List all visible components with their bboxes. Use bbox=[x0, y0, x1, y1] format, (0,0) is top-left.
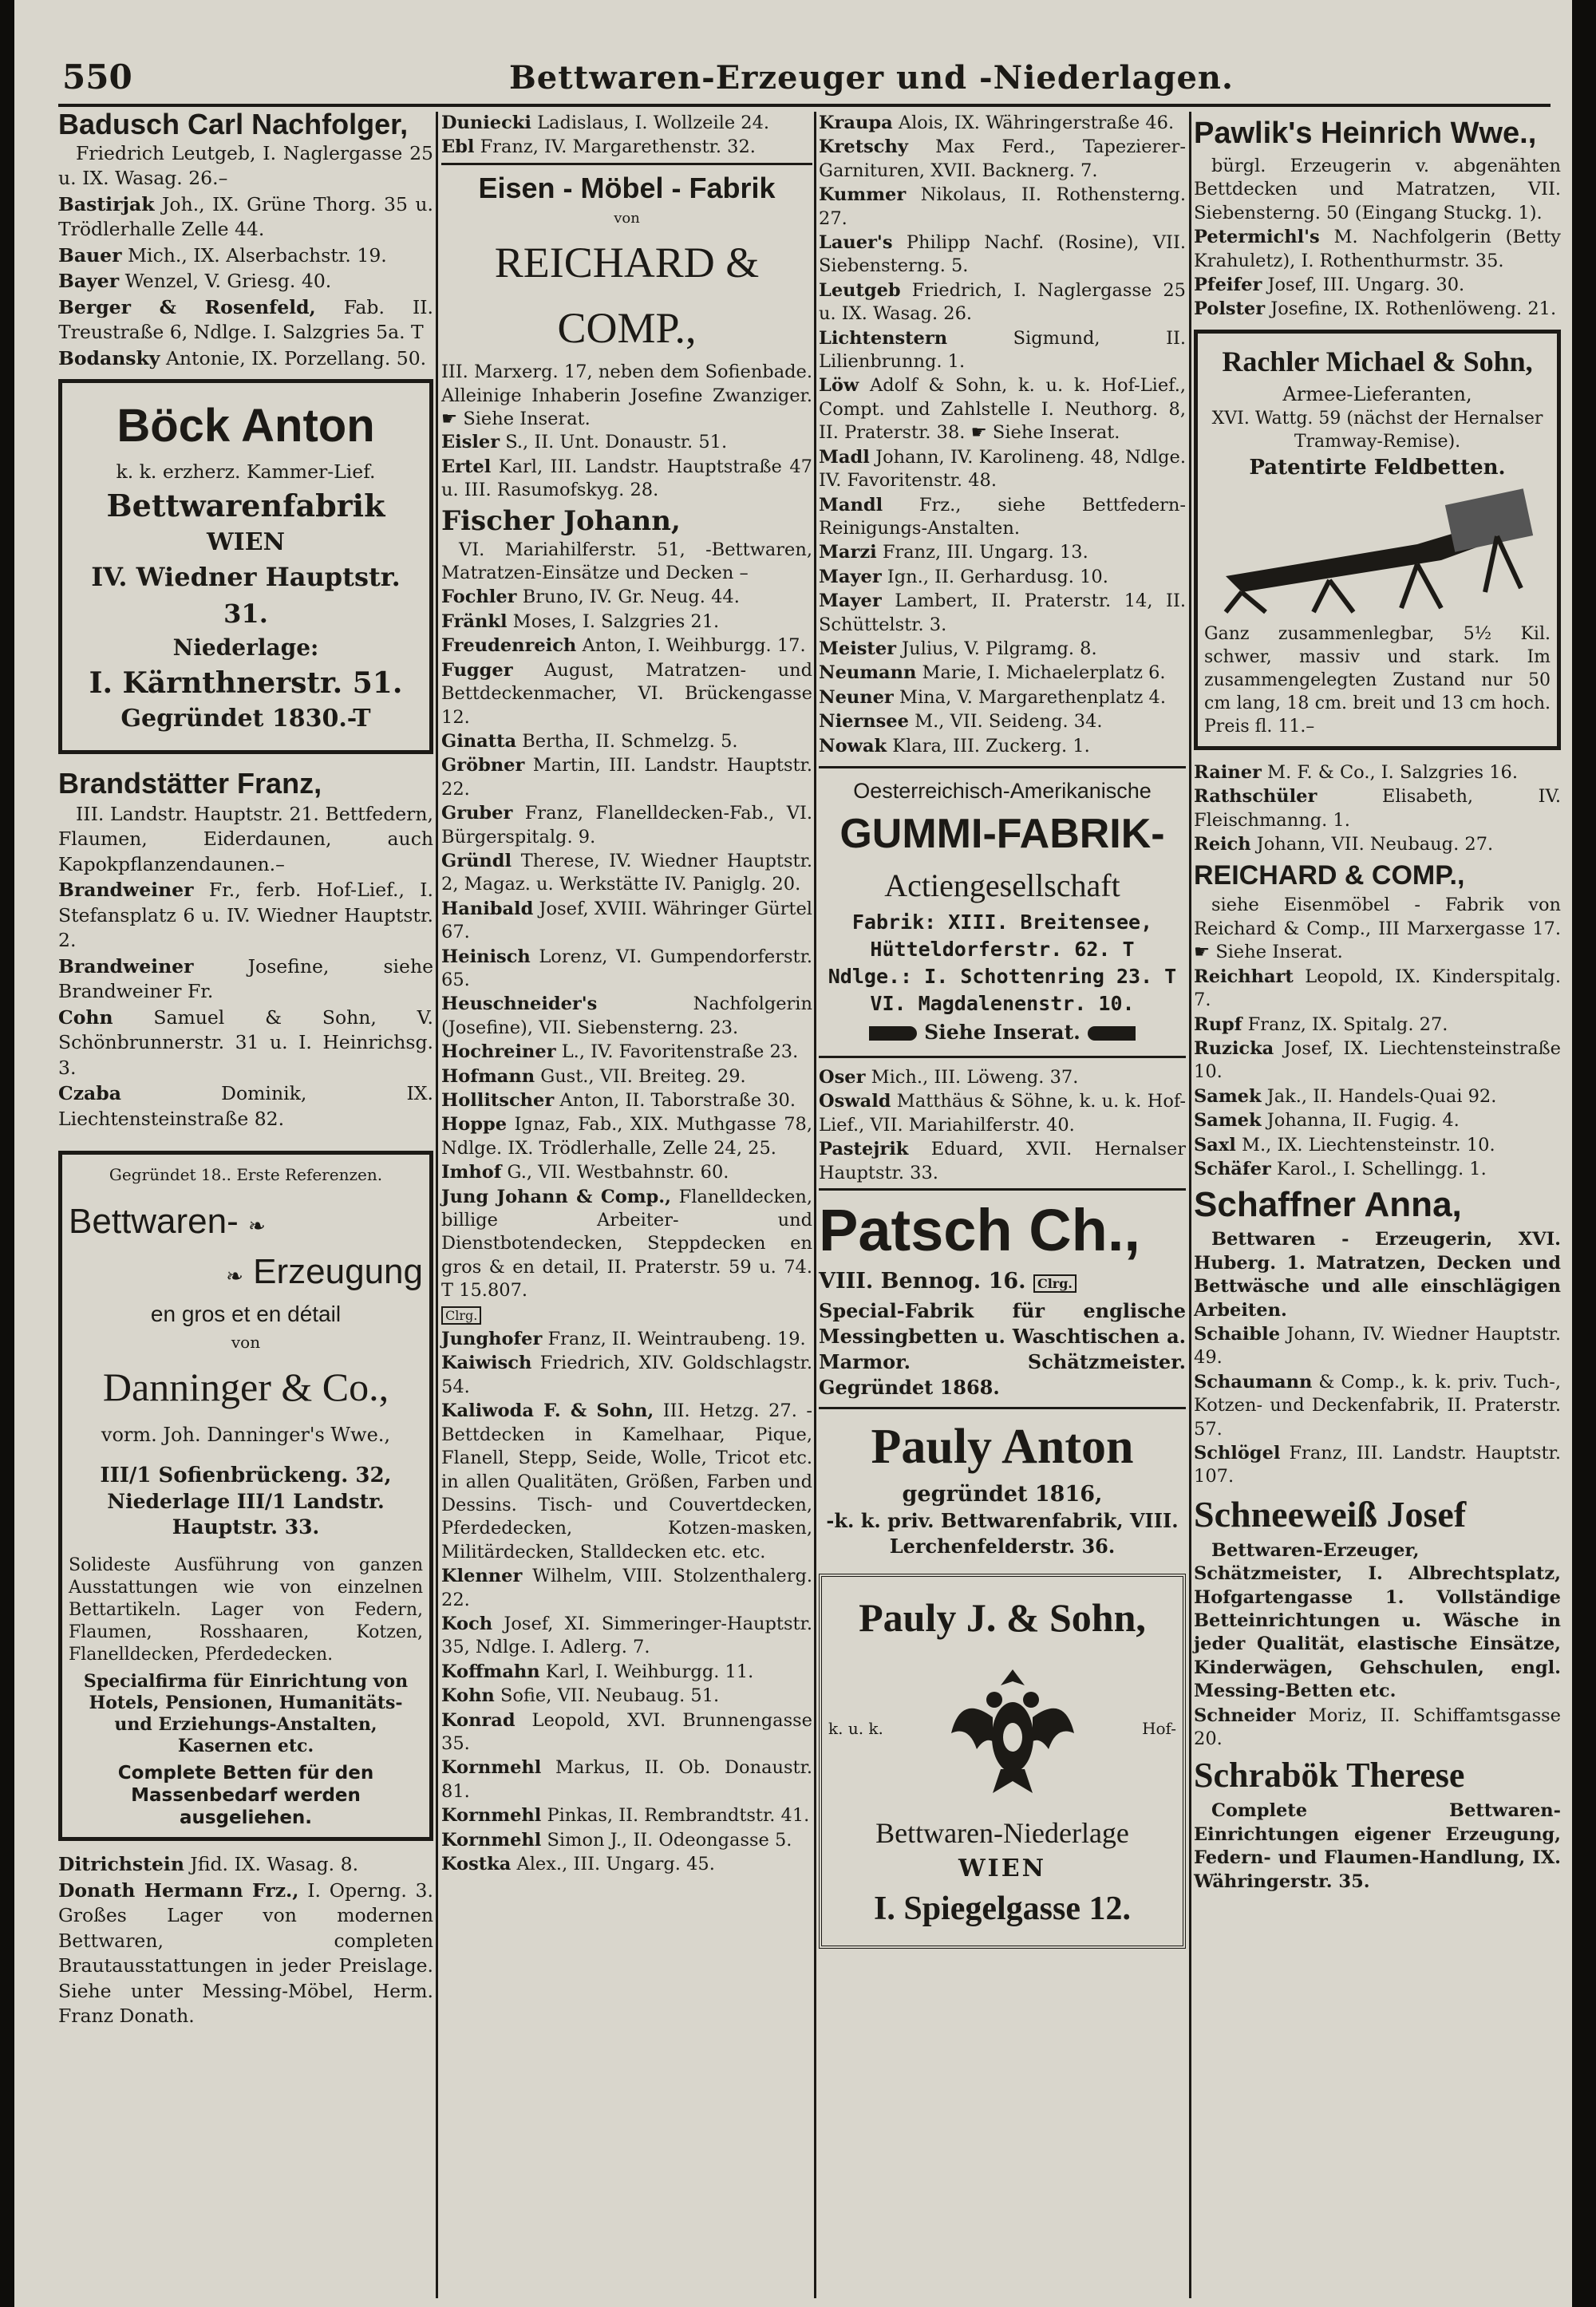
listing-entry: Hoppe Ignaz, Fab., XIX. Muthgasse 78, Ndlge. IX. Trödlerhalle, Zelle 24, 25. bbox=[441, 1114, 812, 1159]
listing-entry: Nowak Klara, III. Zuckerg. 1. bbox=[819, 735, 1090, 756]
listing-entry: Gruber Franz, Flanelldecken-Fab., VI. Bürgerspitalg. 9. bbox=[441, 803, 812, 847]
listing-entry: REICHARD & COMP., siehe Eisenmöbel - Fabrik von Reichard & Comp., III Marxergasse 17. ☛ Siehe Inserat. bbox=[1194, 860, 1561, 963]
listing-entry: Kohn Sofie, VII. Neubaug. 51. bbox=[441, 1685, 720, 1707]
listing-entry: Kummer Nikolaus, II. Rothensterng. 27. bbox=[819, 184, 1186, 229]
advert-rachler bbox=[1194, 330, 1561, 750]
listing-entry: Brandweiner Fr., ferb. Hof-Lief., I. Stefansplatz 6 u. IV. Wiedner Hauptstr. 2. bbox=[58, 879, 433, 951]
advert-line: III/1 Sofienbrückeng. 32, bbox=[100, 1464, 392, 1487]
listing-entry: Neuner Mina, V. Margarethenplatz 4. bbox=[819, 686, 1166, 708]
listing-entry: Hofmann Gust., VII. Breiteg. 29. bbox=[441, 1065, 746, 1087]
advert-line: XVI. Wattg. 59 (nächst der Hernalser Tramway-Remise). bbox=[1211, 408, 1543, 452]
advert-line: Gegründet 18.. Erste Referenzen. bbox=[109, 1165, 383, 1184]
listing-entry: Fugger August, Matratzen- und Bettdeckenmacher, VI. Brückengasse 12. bbox=[441, 659, 812, 728]
advert-heading: Pauly J. & Sohn, bbox=[859, 1595, 1146, 1640]
advert-line: Solideste Ausführung von ganzen Ausstattungen wie von einzelnen Bettartikeln. Lager von Federn, Flaumen, Rosshaaren, Kotzen, Flanelldecken, Pferdedecken. bbox=[69, 1555, 423, 1665]
listing-entry: Niernsee M., VII. Seideng. 34. bbox=[819, 711, 1103, 733]
listing-entry: Kornmehl Simon J., II. Odeongasse 5. bbox=[441, 1829, 792, 1851]
listing-entry: Pfeifer Josef, III. Ungarg. 30. bbox=[1194, 275, 1465, 296]
listing-entry: Schaible Johann, IV. Wiedner Hauptstr. 49. bbox=[1194, 1323, 1561, 1369]
advert-line: Niederlage III/1 Landstr. Hauptstr. 33. bbox=[107, 1490, 385, 1539]
advert-line: Ndlge.: I. Schottenring 23. T bbox=[828, 964, 1177, 988]
listing-entry: Reichhart Leopold, IX. Kinderspitalg. 7. bbox=[1194, 966, 1561, 1011]
advert-line: IV. Wiedner Hauptstr. 31. bbox=[91, 561, 401, 629]
advert-heading: Patsch Ch., bbox=[819, 1197, 1140, 1263]
advert-line: Ganz zusammenlegbar, 5½ Kil. schwer, massiv und stark. Im zusammengelegten Zustand nur 50 cm lang, 18 cm. breit und 13 cm hoch. Preis fl. 11.– bbox=[1204, 623, 1551, 737]
listing-entry: Fischer Johann, VI. Mariahilferstr. 51, -Bettwaren, Matratzen-Einsätze und Decken – bbox=[441, 504, 812, 584]
advert-heading: Danninger & Co., bbox=[102, 1365, 389, 1409]
column-3 bbox=[819, 112, 1186, 1960]
advert-line: ❧ Erzeugung bbox=[226, 1251, 423, 1291]
advert-line: I. Spiegelgasse 12. bbox=[873, 1890, 1131, 1927]
listing-entry: Rainer M. F. & Co., I. Salzgries 16. bbox=[1194, 761, 1519, 783]
advert-line: Fabrik: XIII. Breitensee, Hütteldorferstr. 62. T bbox=[851, 910, 1153, 961]
listing-entry: Eisler S., II. Unt. Donaustr. 51. bbox=[441, 432, 728, 453]
advert-line: WIEN bbox=[958, 1855, 1046, 1882]
listing-entry: Mayer Lambert, II. Praterstr. 14, II. Schüttelstr. 3. bbox=[819, 591, 1186, 635]
listing-entry: Klenner Wilhelm, VIII. Stolzenthalerg. 22. bbox=[441, 1566, 812, 1610]
advert-line: Specialfirma für Einrichtung von Hotels, Pensionen, Humanitäts- und Erziehungs-Anstalten, Kasernen etc. bbox=[83, 1671, 409, 1756]
advert-boeck-anton bbox=[58, 379, 433, 754]
listing-entry: Ginatta Bertha, II. Schmelzg. 5. bbox=[441, 730, 738, 752]
advert-line: en gros et en détail bbox=[150, 1301, 342, 1326]
listing-entry: Rathschüler Elisabeth, IV. Fleischmanng. 1. bbox=[1194, 786, 1561, 831]
advert-line: Bettwaren-Niederlage bbox=[875, 1817, 1129, 1849]
listing-entry: Mayer Ign., II. Gerhardusg. 10. bbox=[819, 566, 1108, 587]
listing-entry: Madl Johann, IV. Karolineng. 48, Ndlge. IV. Favoritenstr. 48. bbox=[819, 446, 1186, 492]
advert-line: Special-Fabrik für englische Messingbetten u. Waschtischen a. Marmor. Schätzmeister. Gegründet 1868. bbox=[819, 1299, 1186, 1399]
listing-entry: Heinisch Lorenz, VI. Gumpendorferstr. 65. bbox=[441, 946, 812, 990]
listing-entry: Reich Johann, VII. Neubaug. 27. bbox=[1194, 834, 1494, 855]
listing-entry: Neumann Marie, I. Michaelerplatz 6. bbox=[819, 662, 1166, 684]
advert-line: VI. Magdalenenstr. 10. bbox=[870, 991, 1135, 1015]
listing-entry: Schäfer Karol., I. Schellingg. 1. bbox=[1194, 1158, 1487, 1179]
page bbox=[14, 0, 1572, 2307]
advert-heading: GUMMI-FABRIK- bbox=[839, 810, 1165, 857]
listing-entry: Freudenreich Anton, I. Weihburgg. 17. bbox=[441, 635, 806, 657]
pointing-hand-icon bbox=[869, 1026, 917, 1041]
listing-entry: Kaiwisch Friedrich, XIV. Goldschlagstr. 54. bbox=[441, 1353, 812, 1397]
listing-entry: Fränkl Moses, I. Salzgries 21. bbox=[441, 610, 720, 632]
listing-entry: Pastejrik Eduard, XVII. Hernalser Hauptstr. 33. bbox=[819, 1139, 1186, 1183]
advert-line: Patentirte Feldbetten. bbox=[1249, 455, 1506, 480]
advert-line: Complete Betten für den Massenbedarf werden ausgeliehen. bbox=[117, 1763, 374, 1828]
advert-heading: Pauly Anton bbox=[871, 1420, 1134, 1474]
double-eagle-crest-icon bbox=[945, 1661, 1080, 1797]
listing-entry: Mandl Frz., siehe Bettfedern-Reinigungs-Anstalten. bbox=[819, 494, 1186, 539]
listing-entry: Schneeweiß Josef Bettwaren-Erzeuger, Schätzmeister, I. Albrechtsplatz, Hofgartengasse 1. Vollständige Betteinrichtungen u. Wäsche in jeder Qualität, elastische Einsätze, Kinderwägen, Gehschulen, engl. Messing-Betten etc. bbox=[1194, 1493, 1561, 1702]
listing-entry: Kornmehl Pinkas, II. Rembrandtstr. 41. bbox=[441, 1805, 810, 1827]
clearing-badge: Clrg. bbox=[1033, 1274, 1077, 1293]
listing-entry: Löw Adolf & Sohn, k. u. k. Hof-Lief., Compt. und Zahlstelle I. Neuthorg. 8, II. Praterstr. 38. ☛ Siehe Inserat. bbox=[819, 375, 1186, 444]
listing-entry: Brandstätter Franz, III. Landstr. Hauptstr. 21. Bettfedern, Flaumen, Eiderdaunen, auch Kapokpflanzendaunen.– bbox=[58, 766, 433, 875]
field-bed-illustration bbox=[1204, 488, 1551, 616]
advert-line: Oesterreichisch-Amerikanische bbox=[853, 778, 1152, 803]
advert-patsch bbox=[819, 1188, 1186, 1400]
advert-line: III. Marxerg. 17, neben dem Sofienbade. Alleinige Inhaberin Josefine Zwanziger. ☛ Siehe Inserat. bbox=[441, 361, 812, 430]
listing-entry: Gründl Therese, IV. Wiedner Hauptstr. 2, Magaz. u. Werkstätte IV. Paniglg. 20. bbox=[441, 850, 812, 895]
header-rule bbox=[58, 104, 1551, 107]
listing-entry: Brandweiner Josefine, siehe Brandweiner Fr. bbox=[58, 954, 433, 1002]
listing-entry: Ditrichstein Jfid. IX. Wasag. 8. bbox=[58, 1853, 359, 1875]
listing-entry: Polster Josefine, IX. Rothenlöweng. 21. bbox=[1194, 298, 1557, 320]
listing-entry: Kretschy Max Ferd., Tapezierer-Garnituren, XVII. Backnerg. 7. bbox=[819, 136, 1187, 181]
advert-crest-row bbox=[828, 1653, 1176, 1805]
advert-danninger bbox=[58, 1151, 433, 1841]
folding-bed-icon bbox=[1204, 488, 1551, 616]
listing-entry: Ebl Franz, IV. Margarethenstr. 32. bbox=[441, 136, 756, 158]
listing-entry: Rupf Franz, IX. Spitalg. 27. bbox=[1194, 1013, 1448, 1035]
advert-line: Gegründet 1830.-T bbox=[120, 704, 371, 733]
listing-entry: Samek Johanna, II. Fugig. 4. bbox=[1194, 1110, 1460, 1132]
page-title: Bettwaren-Erzeuger und -Niederlagen. bbox=[509, 59, 1234, 97]
advert-line: k. k. erzherz. Kammer-Lief. bbox=[116, 460, 376, 483]
listing-entry: Bastirjak Joh., IX. Grüne Thorg. 35 u. Trödlerhalle Zelle 44. bbox=[58, 192, 433, 240]
listing-entry: Jung Johann & Comp., Flanelldecken, billige Arbeiter- und Dienstbotendecken, Steppdecken en gros & en detail, II. Praterstr. 59 u. 74. T 15.807. Clrg. bbox=[441, 1186, 813, 1323]
listing-entry: Cohn Samuel & Sohn, V. Schönbrunnerstr. 31 u. I. Heinrichsg. 3. bbox=[58, 1005, 433, 1079]
listing-entry: Oser Mich., III. Löweng. 37. bbox=[819, 1066, 1079, 1088]
advert-line: von bbox=[614, 209, 640, 227]
listing-entry: Bauer Mich., IX. Alserbachstr. 19. bbox=[58, 243, 387, 267]
listing-entry: Koch Josef, XI. Simmeringer-Hauptstr. 35, Ndlge. I. Adlerg. 7. bbox=[441, 1613, 812, 1658]
listing-entry: Bayer Wenzel, V. Griesg. 40. bbox=[58, 270, 332, 292]
listing-entry: Heuschneider's Nachfolgerin (Josefine), VII. Siebensterng. 23. bbox=[441, 994, 812, 1038]
listing-entry: Leutgeb Friedrich, I. Naglergasse 25 u. IX. Wasag. 26. bbox=[819, 279, 1186, 325]
advert-line: Armee-Lieferanten, bbox=[1282, 382, 1472, 405]
listing-entry: Berger & Rosenfeld, Fab. II. Treustraße 6, Ndlge. I. Salzgries 5a. T bbox=[58, 295, 433, 343]
advert-line: Hof- bbox=[1142, 1719, 1176, 1739]
listing-entry: Ertel Karl, III. Landstr. Hauptstraße 47 u. III. Rasumofskyg. 28. bbox=[441, 456, 813, 501]
listing-entry: Donath Hermann Frz., I. Operng. 3. Großes Lager von modernen Bettwaren, completen Brautausstattungen in jeder Preislage. Siehe unter Messing-Möbel, Herm. Franz Donath. bbox=[58, 1878, 433, 2027]
advert-line: Actiengesellschaft bbox=[884, 867, 1120, 903]
column-1 bbox=[58, 108, 433, 2030]
listing-entry: Oswald Matthäus & Söhne, k. u. k. Hof-Lief., VII. Mariahilferstr. 40. bbox=[819, 1091, 1186, 1136]
column-4 bbox=[1194, 112, 1561, 1894]
listing-entry: Hollitscher Anton, II. Taborstraße 30. bbox=[441, 1090, 796, 1111]
listing-entry: Czaba Dominik, IX. Liechtensteinstraße 82. bbox=[58, 1082, 433, 1130]
listing-entry: Kostka Alex., III. Ungarg. 45. bbox=[441, 1854, 715, 1874]
advert-heading: Eisen - Möbel - Fabrik bbox=[478, 171, 776, 204]
advert-heading: Rachler Michael & Sohn, bbox=[1222, 345, 1533, 377]
advert-line: gegründet 1816, bbox=[902, 1482, 1103, 1507]
listing-entry: Kraupa Alois, IX. Währingerstraße 46. bbox=[819, 113, 1175, 133]
listing-entry: Koffmahn Karl, I. Weihburgg. 11. bbox=[441, 1661, 754, 1682]
advert-line: Niederlage: bbox=[172, 634, 319, 661]
listing-entry: Schneider Moriz, II. Schiffamtsgasse 20. bbox=[1194, 1705, 1561, 1750]
column-divider bbox=[814, 112, 816, 2298]
listing-entry: Konrad Leopold, XVI. Brunnengasse 35. bbox=[441, 1709, 812, 1754]
clearing-badge: Clrg. bbox=[441, 1306, 481, 1325]
listing-entry: Kaliwoda F. & Sohn, III. Hetzg. 27. -Bettdecken in Kamelhaar, Pique, Flanell, Stepp, Seide, Wolle, Tricot etc. in allen Qualitäten, Größen, Farben und Dessins. Tisch- und Couvertdecken, Pferdedecken, Kotzen-masken, Militärdecken, Stalldecken etc. etc. bbox=[441, 1400, 813, 1562]
column-divider bbox=[436, 112, 438, 2298]
advert-gummi-fabrik bbox=[819, 766, 1186, 1058]
pointing-hand-icon bbox=[1088, 1026, 1136, 1041]
listing-entry: Gröbner Martin, III. Landstr. Hauptstr. 22. bbox=[441, 755, 812, 800]
advert-pauly-sohn bbox=[819, 1574, 1186, 1949]
listing-entry: Pawlik's Heinrich Wwe., bürgl. Erzeugerin v. abgenähten Bettdecken und Matratzen, VII. Siebensterng. 50 (Eingang Stuckg. 1). bbox=[1194, 117, 1561, 223]
advert-line: k. u. k. bbox=[828, 1719, 883, 1739]
advert-heading: REICHARD & COMP., bbox=[494, 239, 760, 353]
listing-entry: Petermichl's M. Nachfolgerin (Betty Krahuletz), I. Rothenthurmstr. 35. bbox=[1194, 227, 1561, 271]
advert-reichard bbox=[441, 163, 812, 432]
listing-entry: Schlögel Franz, III. Landstr. Hauptstr. 107. bbox=[1194, 1443, 1561, 1487]
listing-entry: Schaffner Anna, Bettwaren - Erzeugerin, XVI. Huberg. 1. Matratzen, Decken und Bettwäsche und alle einschlägigen Arbeiten. bbox=[1194, 1185, 1561, 1321]
listing-entry: Fochler Bruno, IV. Gr. Neug. 44. bbox=[441, 587, 740, 608]
advert-line: vorm. Joh. Danninger's Wwe., bbox=[101, 1424, 391, 1446]
listing-entry: Imhof G., VII. Westbahnstr. 60. bbox=[441, 1162, 729, 1183]
advert-line: von bbox=[231, 1332, 261, 1352]
listing-entry: Marzi Franz, III. Ungarg. 13. bbox=[819, 542, 1088, 563]
advert-heading: Böck Anton bbox=[117, 400, 375, 452]
listing-entry: Bodansky Antonie, IX. Porzellang. 50. bbox=[58, 346, 427, 369]
listing-entry: Lichtenstern Sigmund, II. Lilienbrunng. 1. bbox=[819, 327, 1186, 373]
column-divider bbox=[1189, 112, 1191, 2298]
advert-line: Bettwarenfabrik bbox=[106, 487, 385, 523]
listing-entry: Schaumann & Comp., k. k. priv. Tuch-, Kotzen- und Deckenfabrik, II. Praterstr. 57. bbox=[1194, 1371, 1561, 1440]
advert-line: VIII. Bennog. 16. Clrg. bbox=[819, 1267, 1186, 1298]
listing-entry: Lauer's Philipp Nachf. (Rosine), VII. Siebensterng. 5. bbox=[819, 232, 1186, 277]
listing-entry: Junghofer Franz, II. Weintraubeng. 19. bbox=[441, 1329, 806, 1350]
advert-line: -k. k. priv. Bettwarenfabrik, VIII. Lerchenfelderstr. 36. bbox=[826, 1509, 1179, 1558]
advert-pauly-anton bbox=[819, 1407, 1186, 1559]
page-number: 550 bbox=[62, 57, 132, 97]
listing-entry: Badusch Carl Nachfolger, Friedrich Leutgeb, I. Naglergasse 25 u. IX. Wasag. 26.– bbox=[58, 108, 433, 189]
listing-entry: Saxl M., IX. Liechtensteinstr. 10. bbox=[1194, 1134, 1495, 1155]
listing-entry: Samek Jak., II. Handels-Quai 92. bbox=[1194, 1085, 1497, 1107]
listing-entry: Meister Julius, V. Pilgramg. 8. bbox=[819, 638, 1097, 659]
listing-entry: Duniecki Ladislaus, I. Wollzeile 24. bbox=[441, 113, 770, 133]
column-2 bbox=[441, 112, 812, 1877]
listing-entry: Ruzicka Josef, IX. Liechtensteinstraße 10. bbox=[1194, 1037, 1561, 1083]
listing-entry: Kornmehl Markus, II. Ob. Donaustr. 81. bbox=[441, 1757, 812, 1802]
advert-line: Bettwaren- ❧ bbox=[69, 1201, 266, 1241]
advert-line: Siehe Inserat. bbox=[819, 1017, 1186, 1048]
listing-entry: Hanibald Josef, XVIII. Währinger Gürtel 67. bbox=[441, 898, 812, 943]
advert-line: WIEN bbox=[206, 527, 285, 556]
listing-entry: Hochreiner L., IV. Favoritenstraße 23. bbox=[441, 1041, 799, 1063]
listing-entry: Schrabök Therese Complete Bettwaren-Einrichtungen eigener Erzeugung, Federn- und Flaumen-Handlung, IX. Währingerstr. 35. bbox=[1194, 1756, 1561, 1892]
advert-line: I. Kärnthnerstr. 51. bbox=[89, 666, 403, 700]
